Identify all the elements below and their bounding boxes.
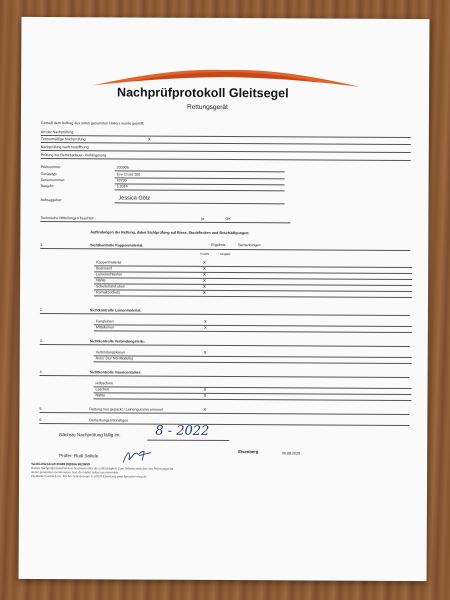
section-heading: Auffindungen der Rettung, dabei Sichtprüfung auf Risse, Stockflecken und Beschädigungen: [90,230,250,236]
s1-mark-3: X [203,277,206,283]
section-5-title: Rettung neu gepackt / Leinengummis erneuert [89,407,164,412]
s4-mark-2: X [203,392,207,398]
section-6-title: Bemerkungen/sonstiges [89,418,128,423]
s4-item-0: Hilfsschirm [95,381,114,386]
s1-item-4: Scheitelrand oben [96,284,126,289]
option-turnus: Turnusmäßige Nachprüfung [40,137,86,142]
s1-mark-2: X [203,271,206,277]
signature [121,447,153,465]
section-4-title: Sichtkontrolle Innencontainer: [89,370,142,375]
option-notoeffnung: Nachprüfung nach Notöffnung [40,145,89,150]
device-label-0: Prüfnummer: [40,165,62,170]
s1-mark-1: X [203,265,206,271]
device-value-1: Evo Cross 100 [116,172,141,177]
s1-item-3: Nähte [96,278,106,283]
s2-mark-0: X [203,318,207,324]
section-3-num: 3. [39,339,43,344]
s3-item-1: Rotor (nur NG-Modelle) [95,356,134,361]
section-4-num: 4. [39,370,43,375]
col-ergebnis: Ergebnis [211,242,226,248]
s3-mark-0: X [203,349,207,355]
tech-ok: OK [225,217,231,222]
section-1-num: 1. [40,243,44,248]
s2-mark-1: X [203,324,207,330]
s1-mark-0: X [203,259,207,265]
form-subtitle: Rettungsgerät [186,103,228,112]
section-2-title: Sichtkontrolle Leinenmaterial: [89,308,142,313]
fine-print-1: Dieses Nachprüfprotokoll ist kein Nachweis über die Lufttüchtigkeit. Zum Selbstverständnis des Prüfungsgeräts [31,465,174,471]
col-positiv: Positiv [200,251,210,256]
inspection-form-sheet [19,17,430,581]
fine-print-3: Fly-Market GmbH & Co. KG Am Schlossanger 5, 87637 Eisenberg www.flymarket-shop.de [31,473,147,479]
auftraggeber-value: Jessica Götz [118,195,151,202]
s4-item-1: Laschen [95,387,110,392]
section-1-title: Sichtkontrolle Kappenmaterial: [90,243,144,248]
fine-print-2: ist der genannten Gerätenutzer bzw. der Halter selbst verantwortlich. [31,469,119,475]
tech-ja: ja [201,216,205,221]
company-line: Tel.Rü-Rückkraft 00049 (0)8364-9820999 [31,461,90,467]
s2-item-1: Mittelleinen [95,325,115,330]
tech-label: Technische Mitteilungen beachtet [40,216,94,221]
date: 06.08.2020 [282,451,301,456]
col-negativ: Negativ [220,251,231,257]
device-value-0: 200906 [116,165,129,170]
device-value-3: 5 2014 [116,184,128,189]
s1-mark-5: X [203,289,206,295]
device-value-2: 43730 [116,178,127,183]
col-bemerkungen: Bemerkungen [238,243,261,248]
form-title: Nachprüfprotokoll Gleitsegel [117,85,289,101]
pruefer-name: Prüfer: Rudi Sattele [59,453,99,459]
section-3-title: Sichtkontrolle Verbindungsteile: [89,339,145,344]
s4-mark-1: X [203,386,207,392]
s1-item-1: Basisrand [96,266,113,271]
device-label-1: Gerätetyp: [40,172,58,177]
s1-mark-4: X [203,283,206,289]
device-label-3: Baujahr: [40,184,54,189]
s1-item-0: Kappenmaterial [96,260,122,265]
section-6-num: 6. [39,418,43,423]
section-5-num: 5. [39,407,43,412]
s3-item-0: Verbindungsleinen [95,350,126,355]
next-check-label: Nächste Nachprüfung fällig im: [59,432,121,438]
next-check-value: 8 - 2022 [155,423,210,439]
art-label: Art der Nachprüfung: [40,130,75,135]
s1-item-5: Ramairpockets [96,290,121,295]
s2-item-0: Fangleinen [95,319,114,324]
s4-item-2: Nähte [95,393,106,398]
option-verlaengerung: Prüfung zur Betriebsdauer- Verlängerung [40,153,107,158]
option-turnus-mark: X [147,136,151,142]
intro-text: Gemäß dem Auftrag des unten genannten Halters wurde geprüft: [40,121,145,126]
place: Eisenberg [238,449,259,455]
device-label-2: Seriennummer: [40,178,66,183]
section-2-num: 2. [39,308,43,313]
s5-mark: X [203,406,207,412]
s1-item-2: Leinenschlaufen [96,272,123,277]
auftraggeber-label: Auftraggeber: [40,198,63,203]
